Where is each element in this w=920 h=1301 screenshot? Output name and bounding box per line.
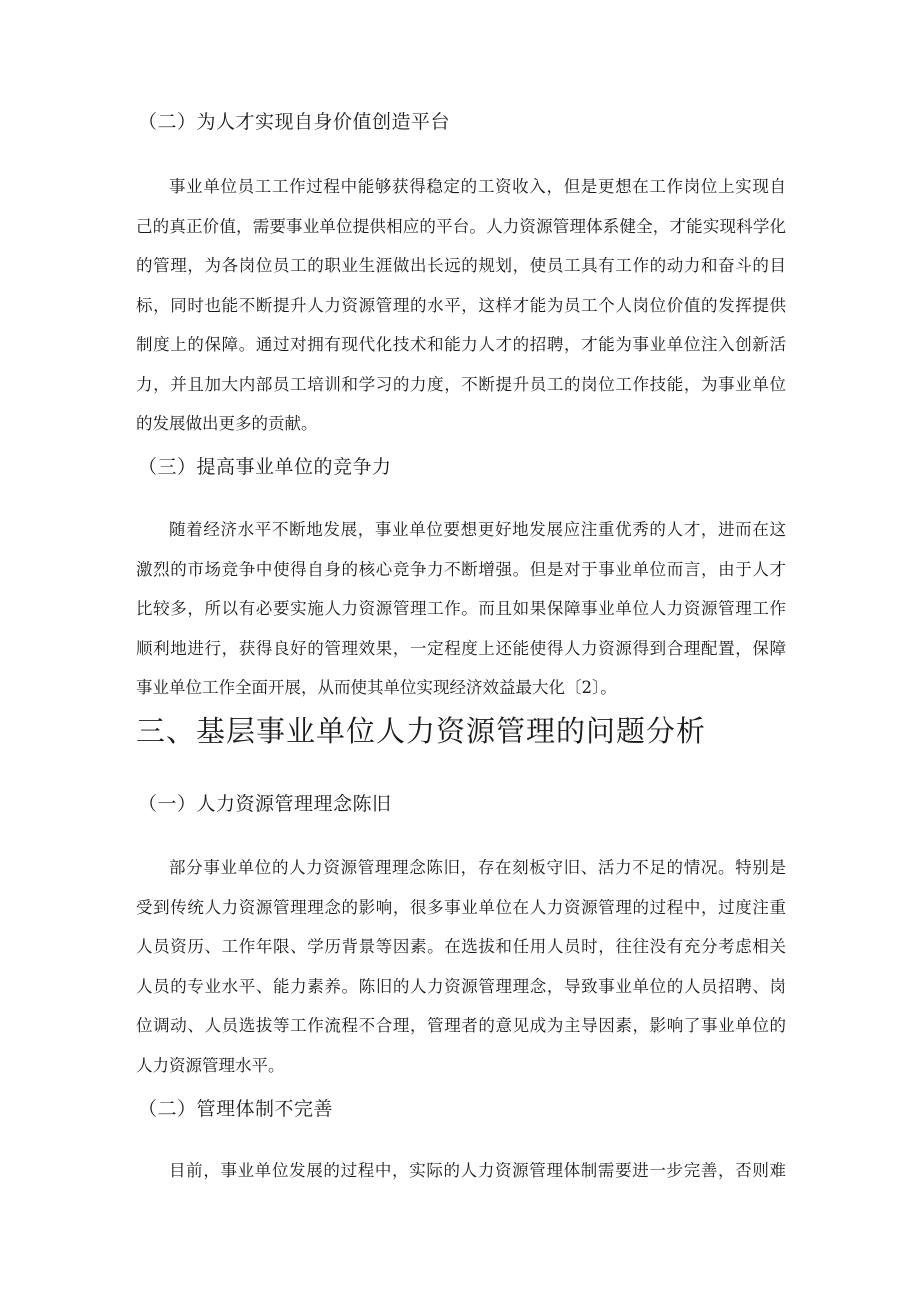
paragraph-line: 顺利地进行，获得良好的管理效果，一定程度上还能使得人力资源得到合理配置，保障 [136,638,786,658]
paragraph-talent-platform [136,167,786,444]
paragraph-line: 制度上的保障。通过对拥有现代化技术和能力人才的招聘，才能为事业单位注入创新活 [136,335,786,354]
paragraph-outdated-concept [136,848,786,1085]
paragraph-line: 受到传统人力资源管理理念的影响，很多事业单位在人力资源管理的过程中，过度注重 [136,897,786,917]
paragraph-line: 力，并且加大内部员工培训和学习的力度，不断提升员工的岗位工作技能，为事业单位 [136,374,786,394]
section-heading-management-system: （二）管理体制不完善 [138,1098,334,1120]
paragraph-line: 事业单位工作全面开展，从而使其单位实现经济效益最大化〔2〕。 [136,678,617,697]
paragraph-line: 标，同时也能不断提升人力资源管理的水平，这样才能为员工个人岗位价值的发挥提供 [136,295,786,315]
section-heading-competitiveness: （三）提高事业单位的竞争力 [138,456,392,478]
section-heading-talent-platform: （二）为人才实现自身价值创造平台 [138,111,451,133]
paragraph-line: 人员的专业水平、能力素养。陈旧的人力资源管理理念，导致事业单位的人员招聘、岗 [136,976,786,996]
section-heading-outdated-concept: （一）人力资源管理理念陈旧 [138,793,392,815]
paragraph-line: 的发展做出更多的贡献。 [136,414,318,433]
paragraph-line: 目前，事业单位发展的过程中，实际的人力资源管理体制需要进一步完善，否则难 [169,1161,786,1180]
paragraph-line: 位调动、人员选拔等工作流程不合理，管理者的意见成为主导因素，影响了事业单位的 [136,1016,786,1035]
paragraph-line: 部分事业单位的人力资源管理理念陈旧，存在刻板守旧、活力不足的情况。特别是 [169,858,786,877]
paragraph-line: 事业单位员工工作过程中能够获得稳定的工资收入，但是更想在工作岗位上实现自 [169,177,786,196]
paragraph-line: 比较多，所以有必要实施人力资源管理工作。而且如果保障事业单位人力资源管理工作 [136,599,786,618]
paragraph-line: 随着经济水平不断地发展，事业单位要想更好地发展应注重优秀的人才，进而在这 [169,520,786,539]
paragraph-line: 的管理，为各岗位员工的职业生涯做出长远的规划，使员工具有工作的动力和奋斗的目 [136,256,786,275]
paragraph-line: 人员资历、工作年限、学历背景等因素。在选拔和任用人员时，往往没有充分考虑相关 [136,937,786,956]
paragraph-competitiveness [136,510,786,708]
paragraph-line: 人力资源管理水平。 [136,1055,285,1075]
paragraph-line: 己的真正价值，需要事业单位提供相应的平台。人力资源管理体系健全，才能实现科学化 [136,216,786,236]
paragraph-management-system [136,1151,786,1191]
paragraph-line: 激烈的市场竞争中使得自身的核心竞争力不断增强。但是对于事业单位而言，由于人才 [136,559,786,579]
major-heading-problem-analysis: 三、基层事业单位人力资源管理的问题分析 [136,714,707,748]
